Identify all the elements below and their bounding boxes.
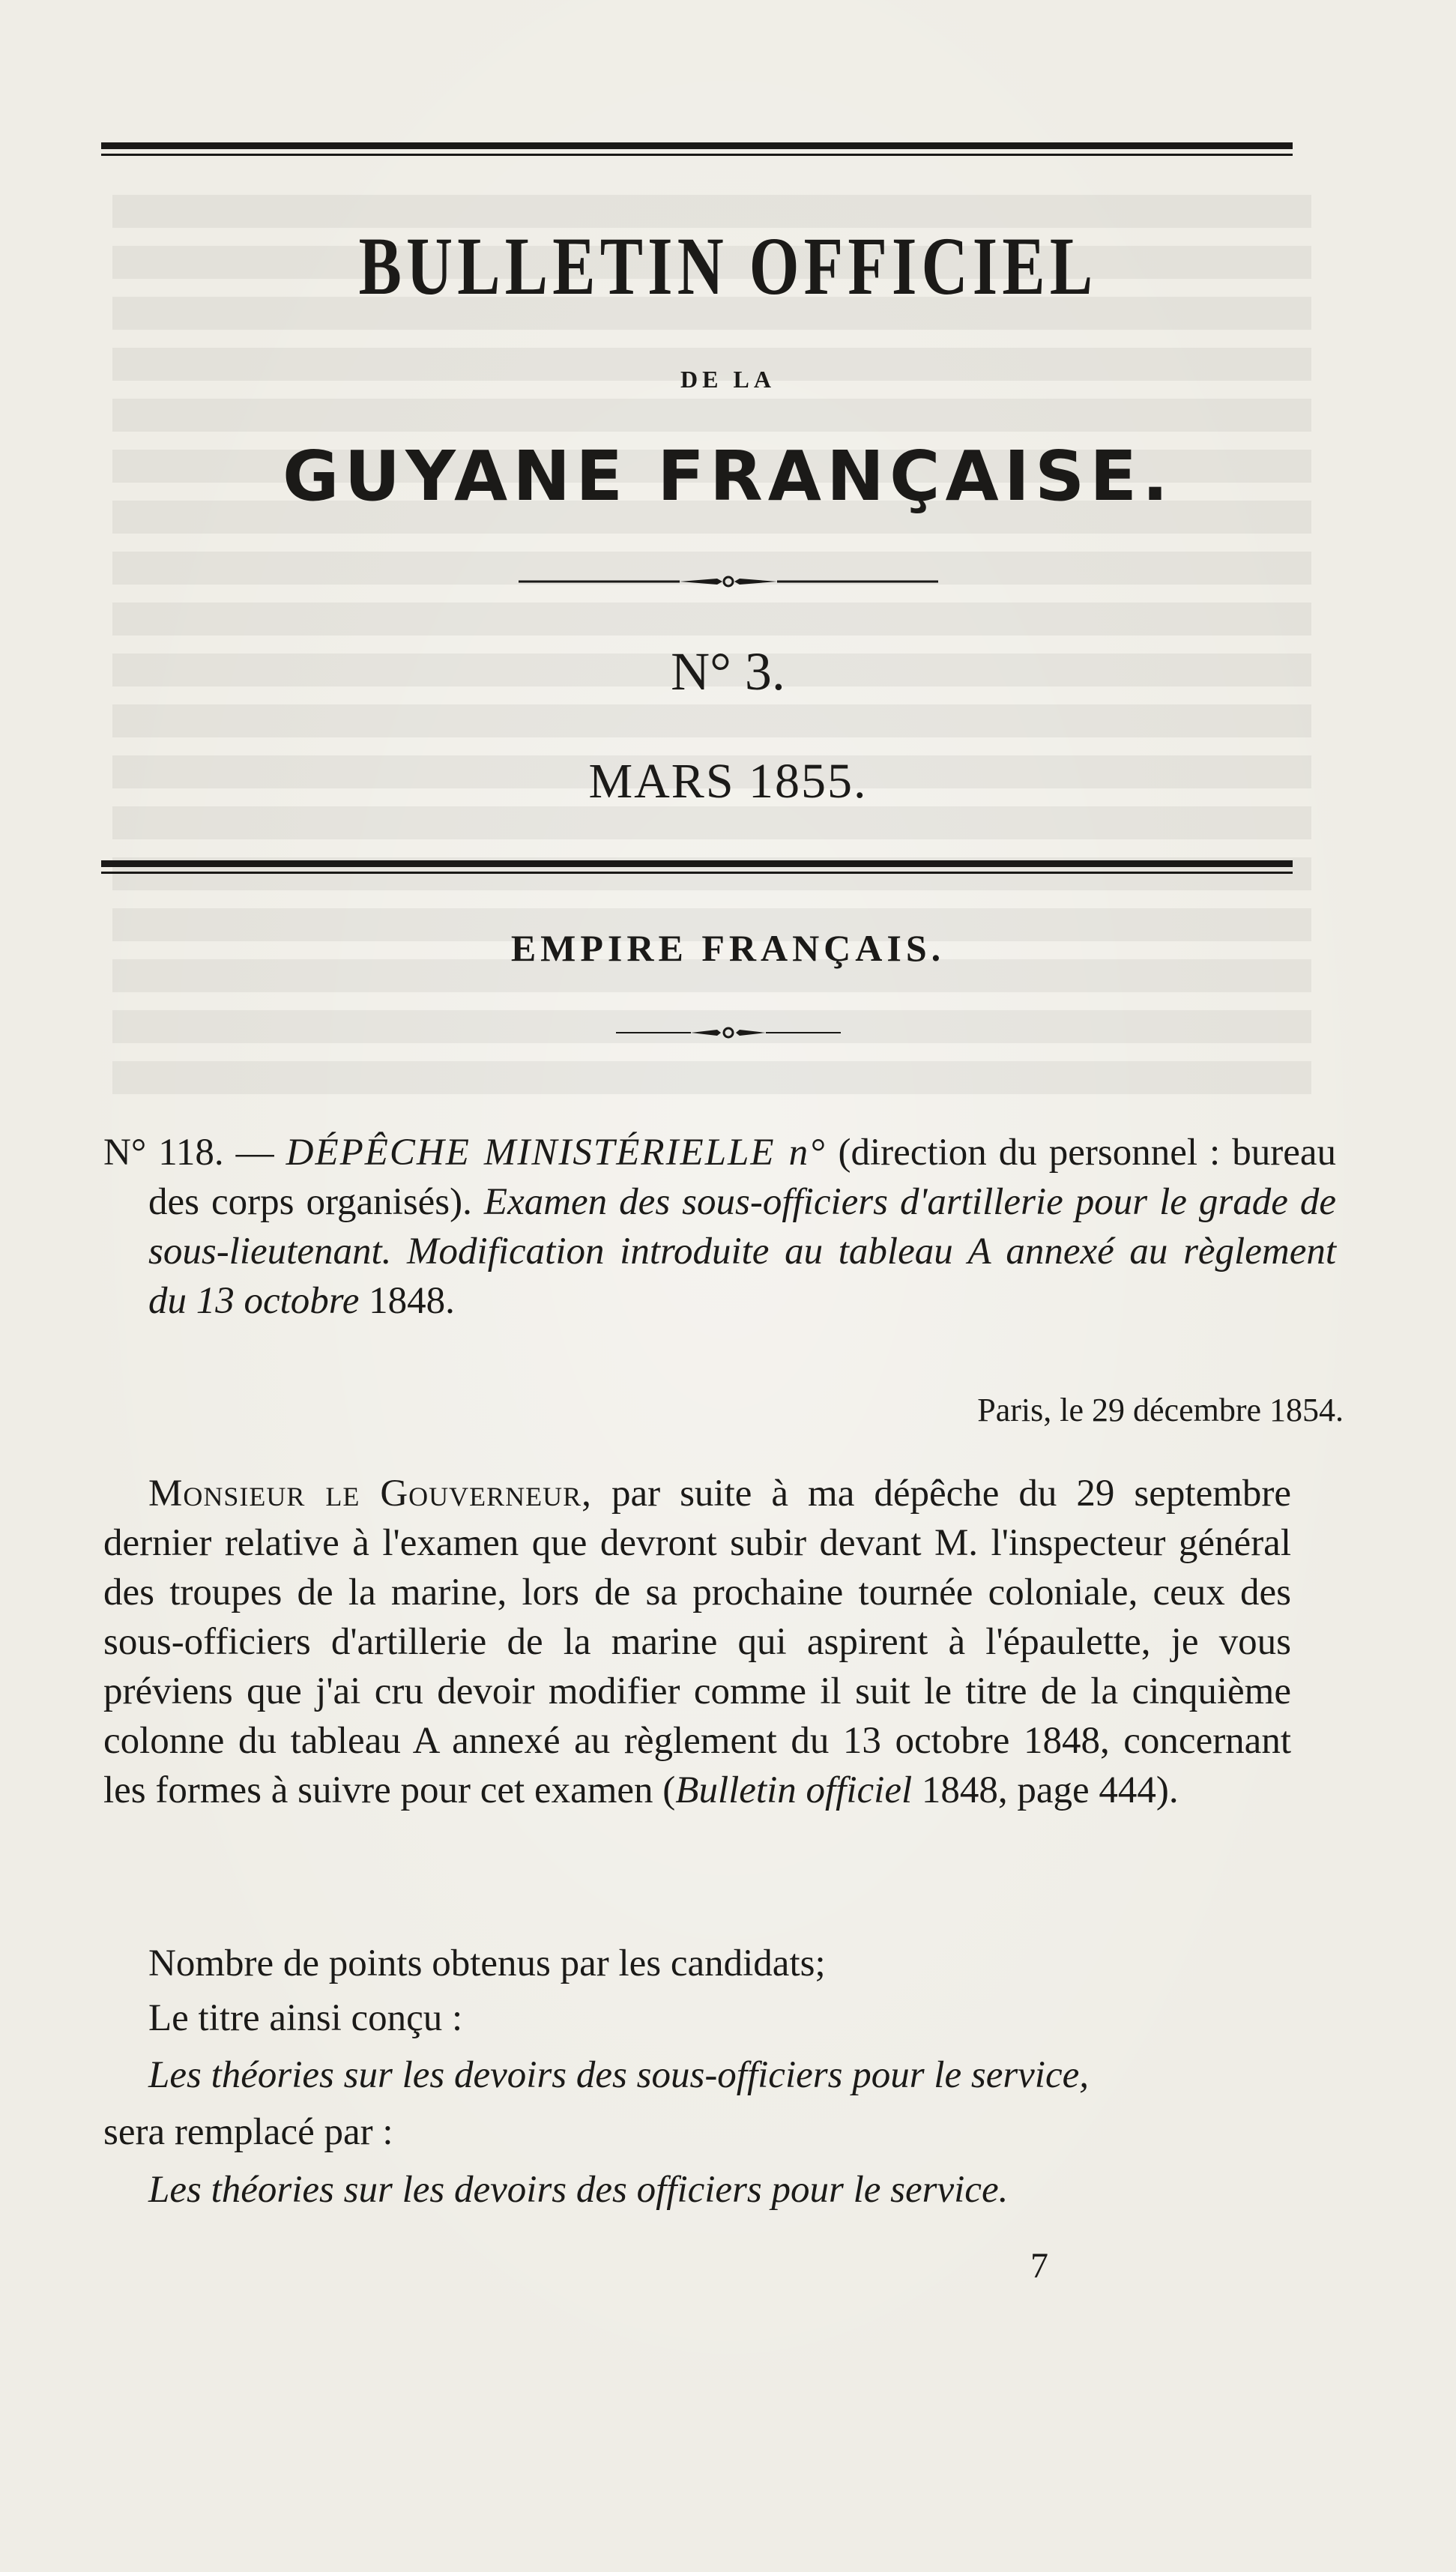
masthead-colony: GUYANE FRANÇAISE.	[283, 436, 1173, 516]
main-paragraph	[103, 1469, 1291, 1815]
section-title: EMPIRE FRANÇAIS.	[510, 927, 946, 969]
points-line: Nombre de points obtenus par les candidats;	[148, 1942, 826, 1984]
header-bottom-rule	[101, 860, 1293, 874]
entry-type: DÉPÊCHE MINISTÉRIELLE n°	[286, 1132, 827, 1174]
page-number: 7	[1030, 2246, 1048, 2286]
issue-date: MARS 1855.	[588, 754, 868, 809]
replaced-line: sera remplacé par :	[103, 2111, 393, 2153]
top-rule	[101, 142, 1293, 156]
paragraph-text: par suite à ma dépêche du 29 septembre dernier relative à l'examen que devront subir devant M. l'inspecteur général des troupes de la marine, lors de sa prochaine tournée coloniale, ceux des sous-officiers d'artillerie de la marine qui aspirent à l'épaulette, je vous préviens que j'ai cru devoir modifier comme il suit le titre de la cinquième colonne du tableau A annexé au règlement du 13 octobre 1848, concernant les formes à suivre pour cet examen (	[103, 1473, 1291, 1811]
section-ornament	[616, 1025, 841, 1040]
place-date: Paris, le 29 décembre 1854.	[977, 1392, 1344, 1428]
paragraph-end: 1848, page 444).	[921, 1769, 1179, 1811]
masthead-connector: DE LA	[680, 366, 776, 393]
entry-number: N° 118. —	[103, 1132, 274, 1174]
issue-number: N° 3.	[671, 642, 785, 701]
masthead-title: BULLETIN OFFICIEL	[358, 220, 1098, 312]
paragraph-reference: Bulletin officiel	[675, 1769, 913, 1811]
new-title-line: Les théories sur les devoirs des officiers pour le service.	[148, 2169, 1009, 2211]
salutation: Monsieur le Gouverneur,	[148, 1473, 592, 1515]
entry-subject-year: 1848.	[369, 1280, 455, 1322]
entry-head-rest: (direction du personnel : bureau des corps organisés).	[148, 1132, 1336, 1223]
masthead-ornament	[519, 574, 938, 589]
title-line: Le titre ainsi conçu :	[148, 1997, 463, 2039]
entry-heading	[103, 1128, 1336, 1326]
entry-subject: Examen des sous-officiers d'artillerie pour le grade de sous-lieutenant. Modification introduite au tableau A annexé au règlement du 13 octobre	[148, 1181, 1337, 1322]
old-title-line: Les théories sur les devoirs des sous-officiers pour le service,	[148, 2054, 1090, 2096]
